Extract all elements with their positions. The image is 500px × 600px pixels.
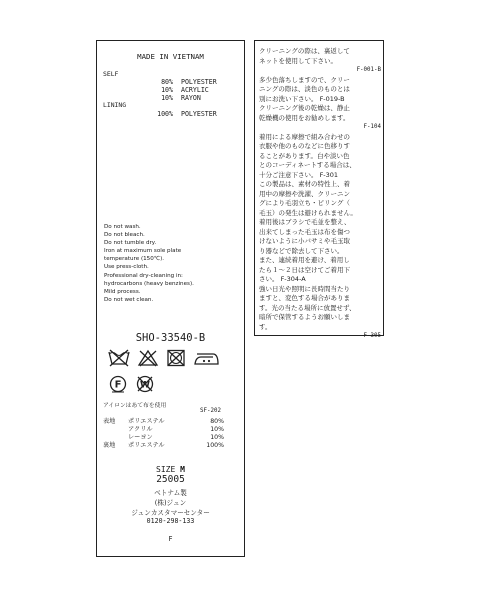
- composition-row: アクリル 10%: [128, 426, 224, 433]
- notice-line: 多少色落ちしますので、クリー: [259, 75, 350, 84]
- care-line: Iron at maximum sole plate: [104, 248, 182, 255]
- care-label-left: [96, 40, 245, 557]
- notice-line: また、連続着用を避け、着用し: [259, 256, 350, 264]
- item-number: 25005: [156, 474, 185, 485]
- care-line: temperature (150℃).: [104, 256, 165, 263]
- notice-line: 出来てしまった毛玉は布を傷つ: [259, 227, 350, 236]
- notice-line: 着用後はブラシで毛並を整え、: [259, 218, 351, 226]
- svg-text:F: F: [114, 379, 122, 391]
- care-line: Do not wash.: [104, 224, 141, 230]
- no-bleach-icon: [137, 349, 159, 367]
- dry-clean-f-icon: [109, 375, 127, 393]
- company-name: (株)ジュン: [154, 499, 187, 507]
- notice-code: F-001-B: [356, 67, 381, 73]
- notice-line: 乾燥機の使用をお勧めします。: [259, 113, 350, 122]
- iron-medium-icon: [193, 350, 221, 366]
- care-line: Use press-cloth.: [104, 264, 149, 271]
- care-instructions: [104, 223, 194, 304]
- notice-code: F-305: [363, 333, 381, 339]
- phone-number: 0120-298-133: [146, 517, 195, 525]
- style-code: SHO-33540-B: [135, 332, 206, 344]
- care-line: Mild process.: [104, 288, 141, 295]
- lining-heading: LINING: [103, 101, 127, 109]
- care-line: Professional dry-cleaning in:: [104, 272, 183, 279]
- svg-text:W: W: [140, 380, 150, 391]
- notice-line: す。光の当たる場所に放置せず、: [259, 303, 356, 312]
- notice-code: F-104: [363, 124, 381, 130]
- made-in-jp: ベトナム製: [154, 489, 187, 497]
- care-notes: [259, 47, 381, 342]
- customer-center: ジュンカスタマーセンター: [131, 509, 210, 517]
- notice-line: ますと、変色する場合がありま: [259, 294, 350, 302]
- composition-row: レーヨン 10%: [128, 434, 224, 441]
- notice-line: ネットを使用して下さい。: [259, 56, 337, 65]
- notice-line: この製品は、素材の特性上、着: [259, 180, 350, 188]
- fiber-row: 100% POLYESTER: [157, 110, 217, 118]
- sf-code: SF-202: [200, 408, 221, 414]
- size-line: SIZE M: [156, 465, 185, 474]
- notice-line: 十分ご注意下さい。 F-301: [259, 170, 339, 179]
- notice-line: ニングの際は、淡色のものとは: [259, 85, 350, 93]
- notice-line: 強い日光や照明に長時間当たり: [259, 284, 350, 293]
- care-line: Do not bleach.: [104, 232, 145, 239]
- notice-line: り器などで除去して下さい。: [259, 246, 344, 255]
- notice-line: 着用による摩擦で組み合わせの: [259, 132, 350, 141]
- fiber-row: 10% ACRYLIC: [161, 86, 209, 94]
- self-heading: SELF: [103, 70, 119, 78]
- care-label-right: [254, 40, 384, 339]
- composition-row: 裏地 ポリエステル 100%: [103, 442, 224, 449]
- notice-line: 別にお洗い下さい。 F-019-B: [259, 94, 345, 103]
- notice-line: 用中の摩擦や洗濯、クリーニン: [259, 189, 350, 198]
- notice-line: 暗所で保管するようお願いしま: [259, 313, 350, 321]
- no-tumble-dry-icon: [166, 349, 186, 367]
- notice-line: とのコーディネートする場合は、: [259, 161, 356, 169]
- notice-line: たら１～２日は空けてご着用下: [259, 265, 350, 274]
- notice-line: さい。 F-304-A: [259, 275, 306, 283]
- iron-note: アイロンはあて布を使用: [103, 403, 167, 409]
- notice-line: けないように小バサミや毛玉取: [259, 237, 350, 245]
- notice-line: 毛玉）の発生は避けられません。: [259, 208, 357, 217]
- no-wet-clean-icon: [136, 375, 154, 393]
- notice-line: クリーニングの際は、裏返して: [259, 47, 350, 55]
- origin-text: MADE IN VIETNAM: [137, 52, 204, 61]
- notice-line: クリーニング後の乾燥は、静止: [259, 104, 350, 112]
- care-line: hydrocarbons (heavy benzines).: [104, 280, 194, 287]
- care-line: Do not tumble dry.: [104, 240, 157, 247]
- no-wash-icon: [107, 349, 131, 367]
- fiber-row: 80% POLYESTER: [161, 78, 217, 86]
- composition-row: 表地 ポリエステル 80%: [103, 418, 224, 425]
- notice-line: 衣服や他のものなどに色移りす: [259, 142, 350, 150]
- footer-letter: F: [168, 535, 173, 543]
- notice-line: す。: [259, 322, 272, 331]
- notice-line: グにより毛羽立ち・ピリング（: [259, 199, 350, 207]
- notice-line: ることがあります。白や淡い色: [259, 151, 350, 160]
- care-line: Do not wet clean.: [104, 296, 154, 303]
- fiber-row: 10% RAYON: [161, 94, 201, 102]
